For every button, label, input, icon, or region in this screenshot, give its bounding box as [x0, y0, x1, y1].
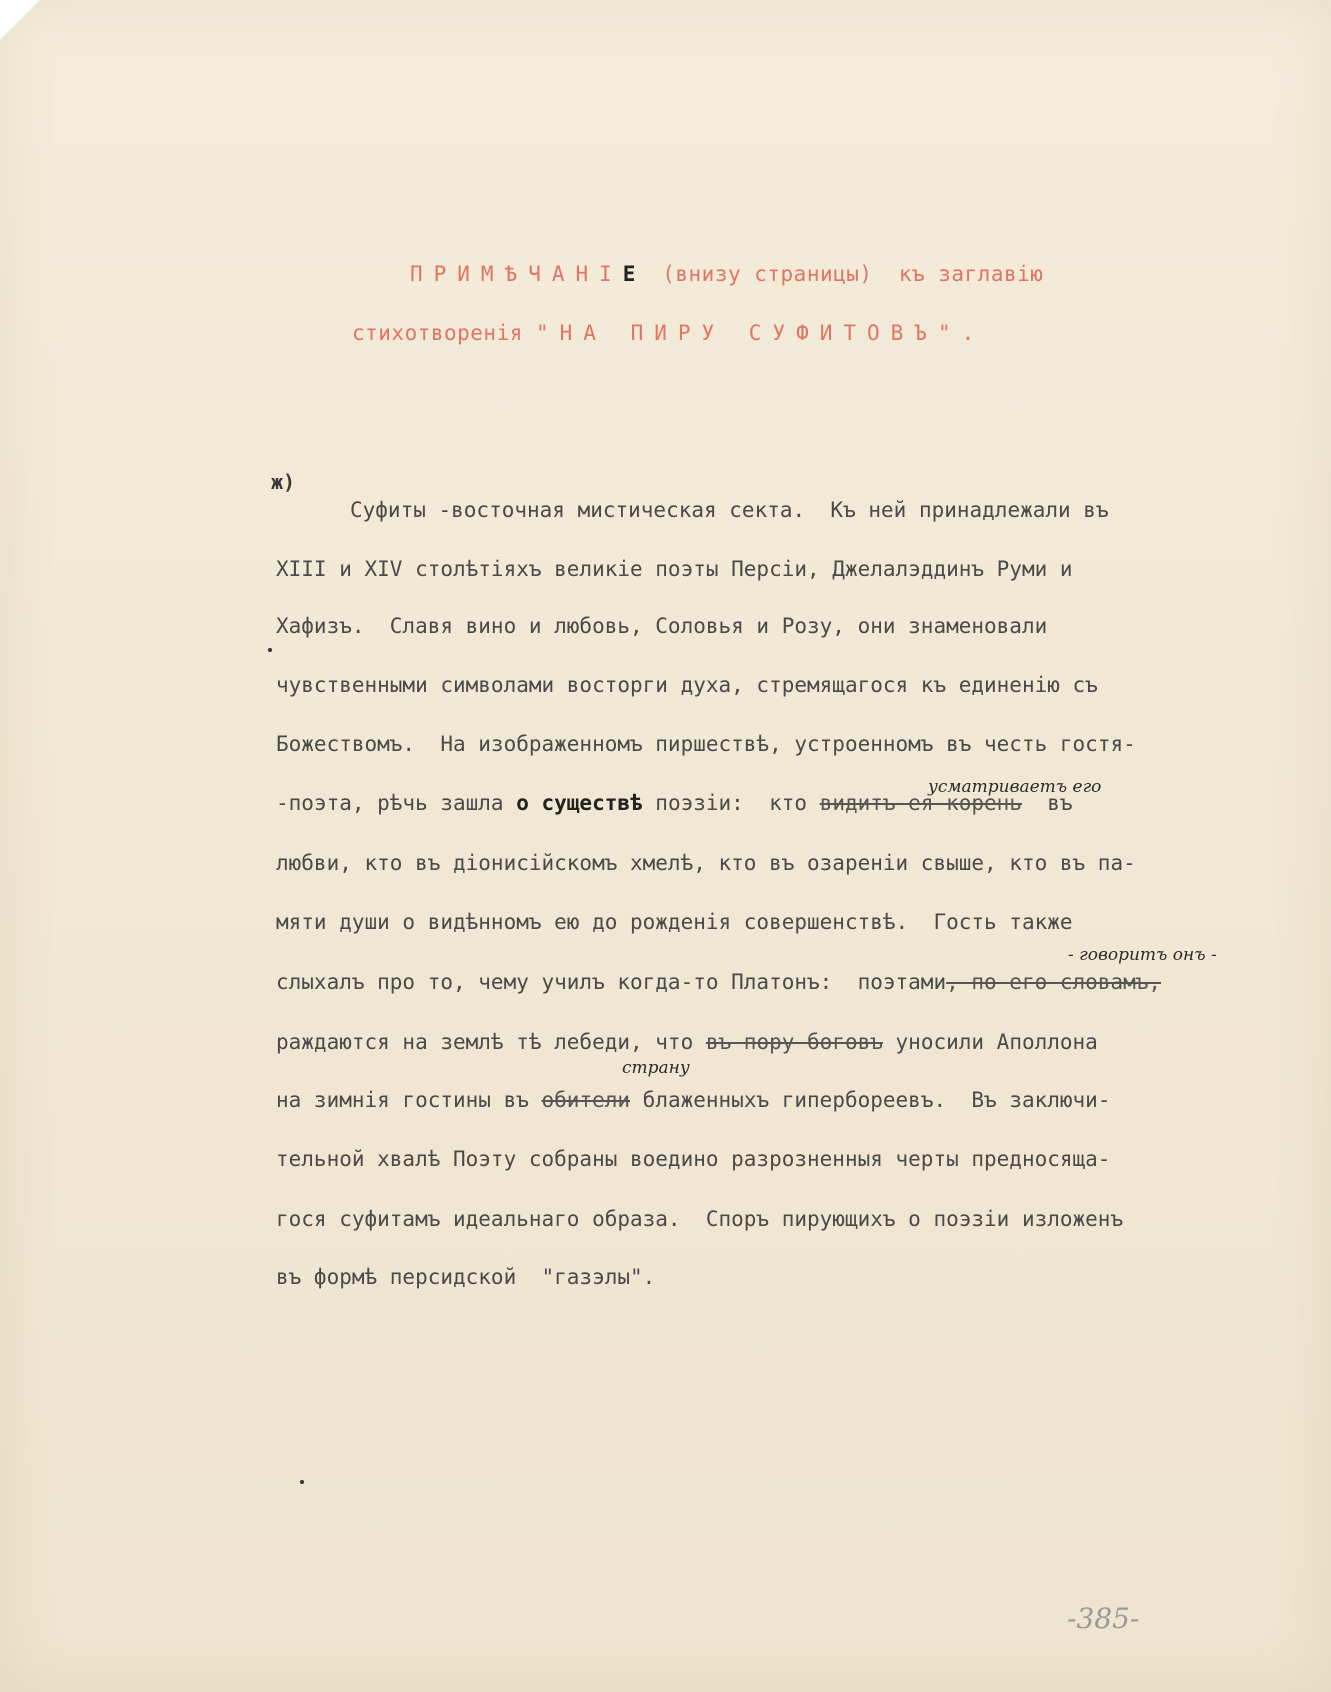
line6-part-c: поэзіи: кто — [642, 791, 820, 815]
body-line-7: любви, кто въ діонисійскомъ хмелѣ, кто въ озареніи свыше, кто въ па- — [276, 851, 1136, 875]
folded-corner — [0, 0, 40, 40]
body-line-3: Хафизъ. Славя вино и любовь, Соловья и Розу, они знаменовали — [276, 614, 1048, 638]
body-line-2: XIII и XIV столѣтіяхъ великіе поэты Персіи, Джелалэддинъ Руми и — [276, 557, 1073, 581]
line10-part-a: раждаются на землѣ тѣ лебеди, что — [276, 1030, 706, 1054]
body-line-10 — [276, 1030, 1306, 1054]
poem-title: "НА ПИРУ СУФИТОВЪ". — [536, 321, 986, 345]
title-rest: (внизу страницы) къ заглавію — [662, 262, 1044, 286]
title-line-1 — [410, 262, 1043, 286]
line11-part-a: на зимнія гостины въ — [276, 1088, 542, 1112]
line10-part-b: уносили Аполлона — [882, 1030, 1098, 1054]
body-line-14: въ формѣ персидской "газэлы". — [276, 1265, 656, 1289]
struck-text-4: обители — [541, 1088, 631, 1112]
body-line-12: тельной хвалѣ Поэту собраны воедино разрозненныя черты предносяща- — [276, 1147, 1111, 1171]
line9-part-a: слыхалъ про то, чему училъ когда-то Платонъ: поэтами — [276, 970, 947, 994]
line6-part-a: -поэта, рѣчь зашла — [276, 791, 517, 815]
body-line-9 — [276, 970, 1306, 994]
ink-speck — [268, 648, 272, 652]
body-line-4: чувственными символами восторги духа, стремящагося къ единенію съ — [276, 673, 1098, 697]
handwritten-insert-1: усматриваетъ его — [928, 777, 1102, 797]
title-prefix: стихотворенія — [352, 321, 537, 345]
ink-speck — [300, 1480, 304, 1484]
struck-text-3: въ пору боговъ — [705, 1030, 883, 1054]
body-line-8: мяти души о видѣнномъ ею до рожденія совершенствѣ. Гость также — [276, 910, 1073, 934]
handwritten-insert-2: - говоритъ онъ - — [1068, 945, 1217, 965]
body-line-6 — [276, 791, 1306, 815]
footnote-mark: ж) — [271, 470, 296, 494]
body-line-5: Божествомъ. На изображенномъ пиршествѣ, устроенномъ въ честь гостя- — [276, 732, 1136, 756]
line6-part-b: о существѣ — [516, 791, 643, 815]
title-word: ПРИМѢЧАНІ — [410, 262, 623, 286]
struck-text-1: видитъ ея корень — [819, 791, 1022, 815]
struck-text-2: , по его словамъ, — [946, 970, 1162, 994]
line11-part-b: блаженныхъ гипербореевъ. Въ заключи- — [630, 1088, 1111, 1112]
handwritten-insert-3: страну — [622, 1058, 690, 1078]
title-line-2 — [352, 321, 985, 345]
title-correction: Е — [622, 262, 636, 286]
body-line-1: Суфиты -восточная мистическая секта. Къ ней принадлежали въ — [350, 498, 1109, 522]
body-line-13: гося суфитамъ идеальнаго образа. Споръ пирующихъ о поэзіи изложенъ — [276, 1207, 1124, 1231]
page-number: -385- — [1067, 1602, 1140, 1635]
body-line-11 — [276, 1088, 1306, 1112]
line6-part-d: въ — [1021, 791, 1073, 815]
